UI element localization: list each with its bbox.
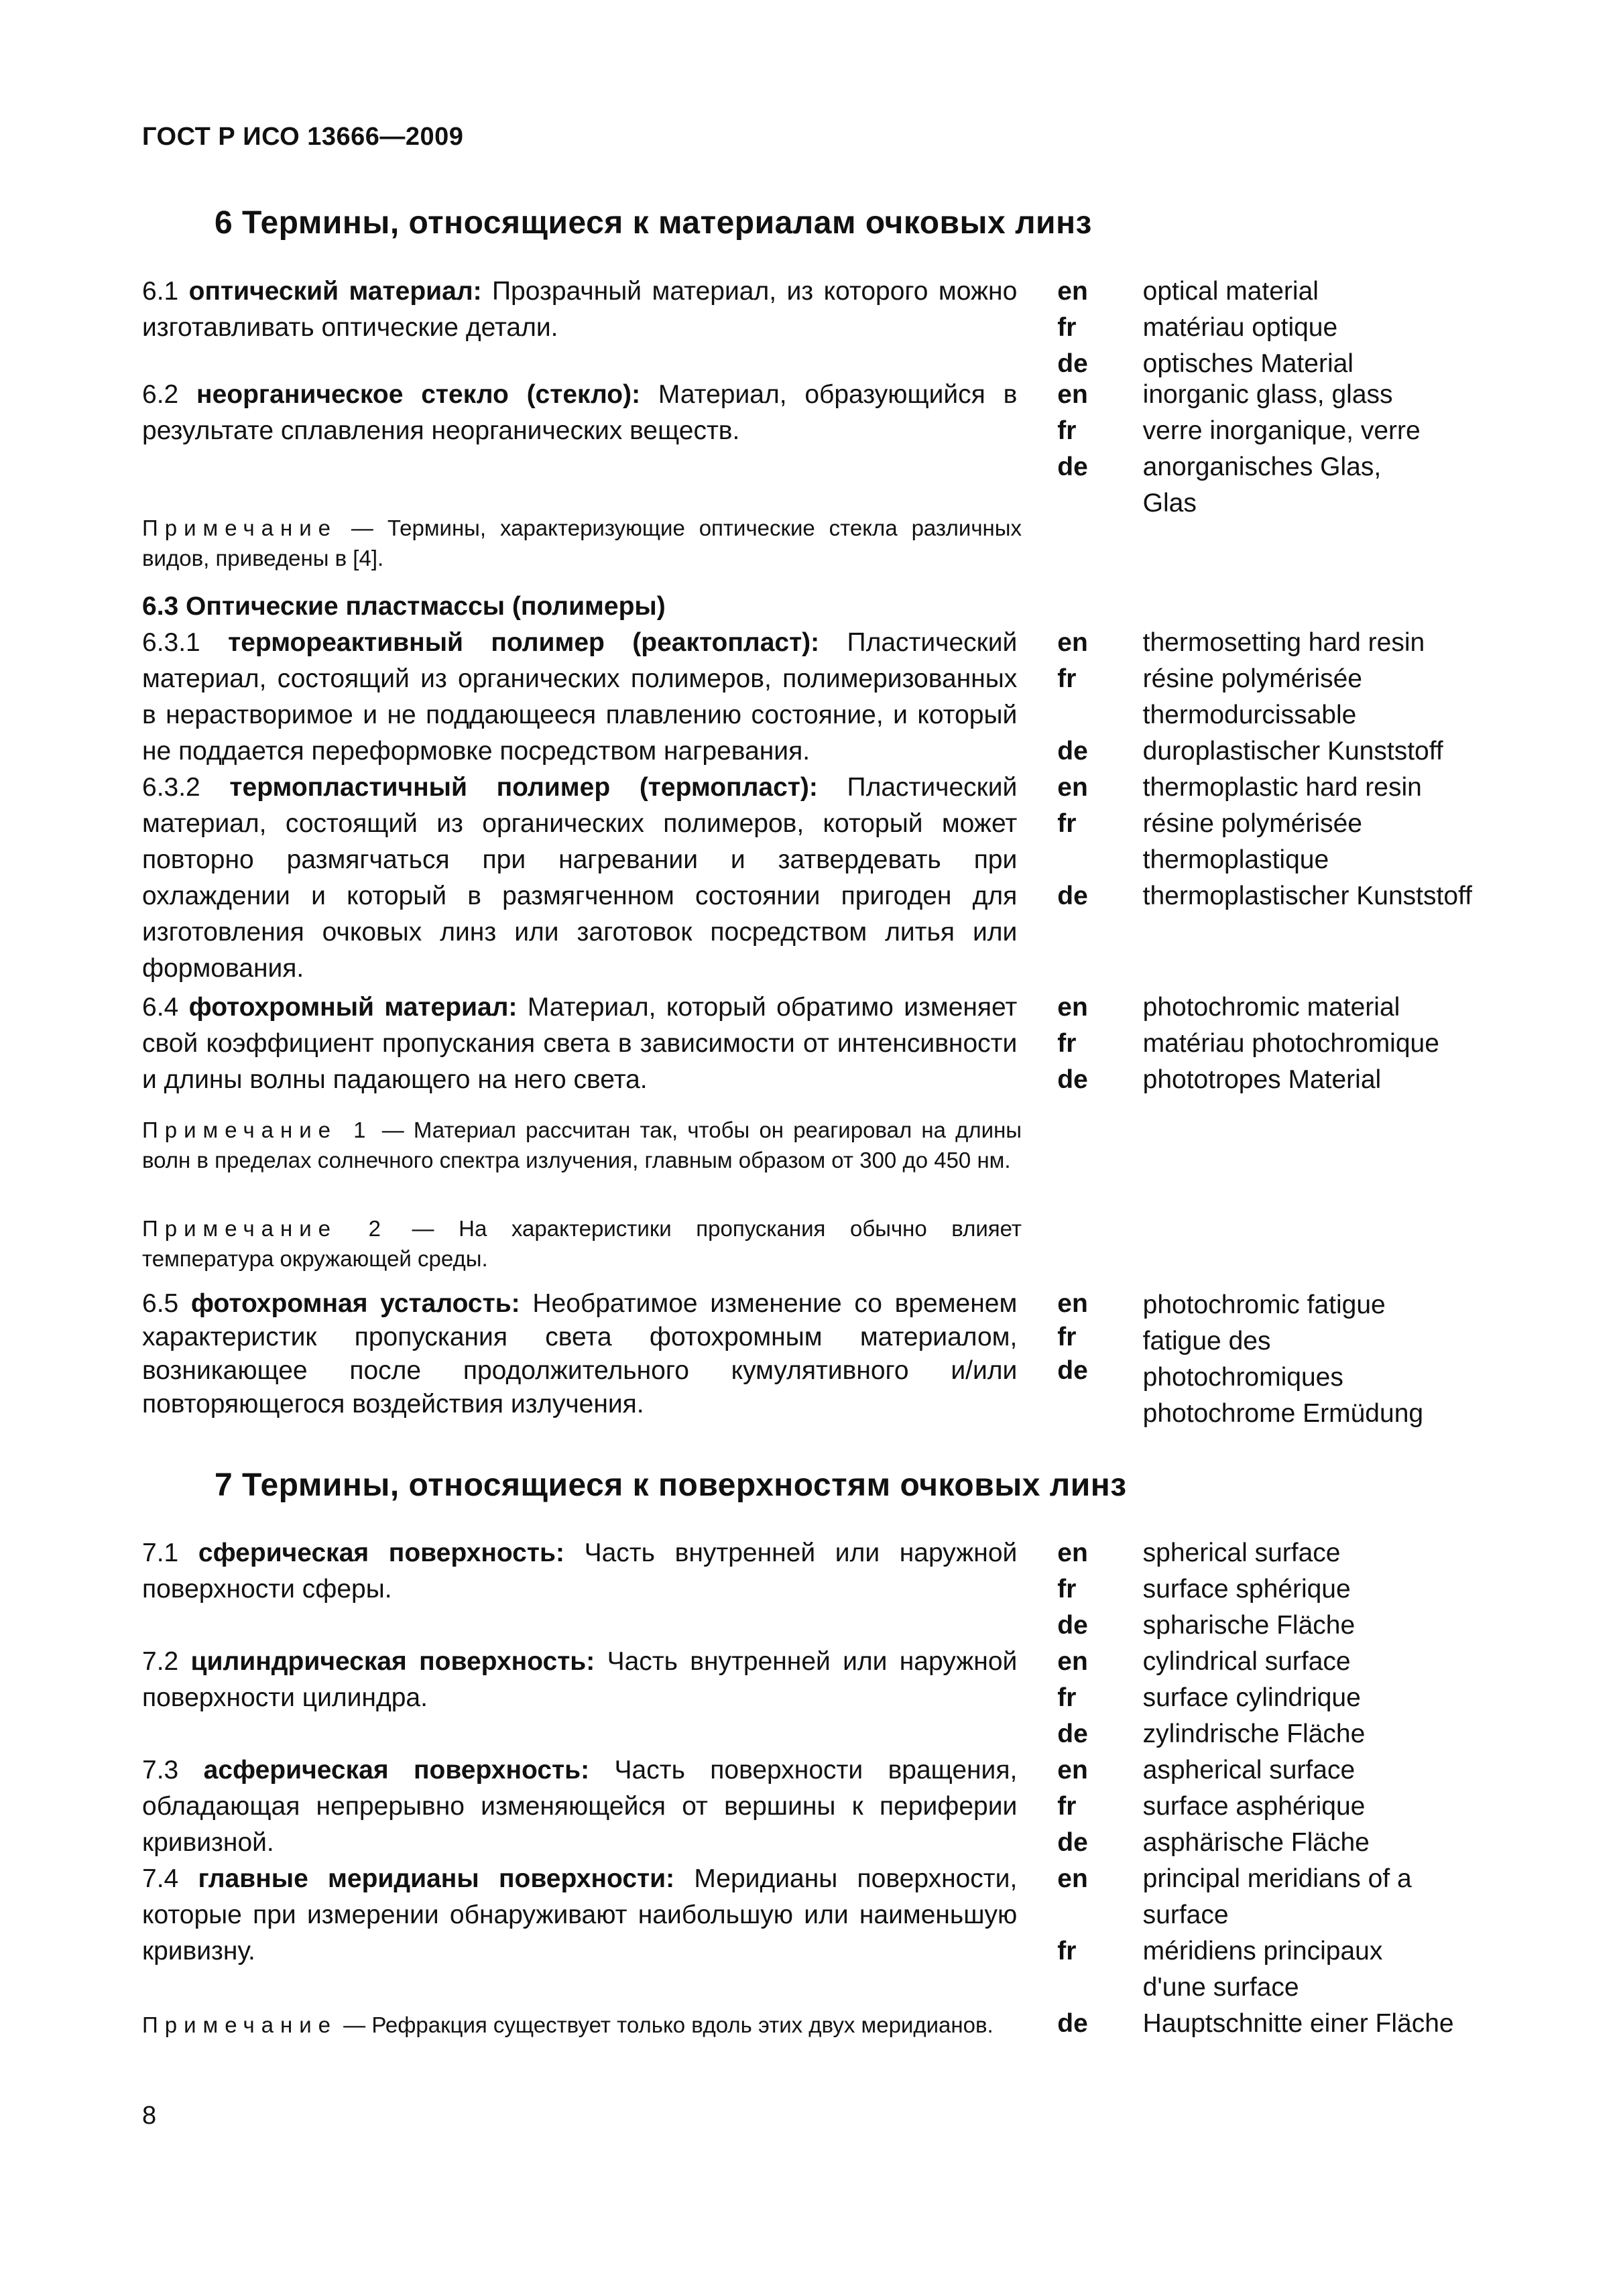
note-6-4-1: Примечание 1 — Материал рассчитан так, чтобы он реагировал на длины волн в пределах солнечного спектра излучения, главным образом от 300 до 450 нм. bbox=[142, 1117, 1022, 1172]
term-7-1-text: 7.1 сферическая поверхность: Часть внутренней или наружной поверхности сферы. bbox=[142, 1538, 1018, 1604]
term-7-2 bbox=[142, 1644, 1490, 1752]
term-6-3-2 bbox=[142, 770, 1490, 987]
translations: principal meridians of a surface méridiens principaux d'une surface Hauptschnitte einer Fläche bbox=[1142, 1864, 1454, 2038]
translations: cylindrical surface surface cylindrique zylindrische Fläche bbox=[1142, 1647, 1366, 1748]
translations: photochromic fatigue fatigue des photochromiques photochrome Ermüdung bbox=[1142, 1290, 1424, 1428]
term-6-1 bbox=[142, 274, 1490, 382]
page-number: 8 bbox=[142, 2102, 157, 2130]
term-7-3-name: асферическая поверхность: bbox=[203, 1756, 590, 1785]
note-7-4: Примечание — Рефракция существует только вдоль этих двух меридианов. bbox=[142, 2012, 994, 2037]
language-codes: en fr de bbox=[1057, 773, 1088, 910]
term-6-5 bbox=[142, 1287, 1490, 1432]
term-7-3-text: 7.3 асферическая поверхность: Часть поверхности вращения, обладающая непрерывно изменяющейся от вершины к периферии кривизной. bbox=[142, 1756, 1018, 1857]
language-codes: en fr de bbox=[1057, 993, 1088, 1094]
document-code: ГОСТ Р ИСО 13666—2009 bbox=[142, 123, 464, 151]
term-6-3-2-text: 6.3.2 термопластичный полимер (термопласт): Пластический материал, состоящий из органических полимеров, который может повторно размягчаться при нагревании и затвердевать при охлаждении и который в размягченном состоянии пригоден для изготовления очковых линз или заготовок посредством литья или формования. bbox=[142, 773, 1018, 983]
term-6-2-text: 6.2 неорганическое стекло (стекло): Материал, образующийся в результате сплавления неорганических веществ. bbox=[142, 380, 1018, 445]
term-6-1-name: оптический материал: bbox=[188, 277, 482, 306]
term-7-1 bbox=[142, 1535, 1490, 1644]
subsection-6-3-heading: 6.3 Оптические пластмассы (полимеры) bbox=[142, 592, 666, 621]
language-codes: en fr de bbox=[1057, 1289, 1088, 1385]
term-7-4-text: 7.4 главные меридианы поверхности: Меридианы поверхности, которые при измерении обнаруживают наибольшую или наименьшую кривизну. bbox=[142, 1864, 1018, 1966]
term-6-3-1-text: 6.3.1 термореактивный полимер (реактопласт): Пластический материал, состоящий из органических полимеров, полимеризованных в нерастворимое и не поддающееся плавлению состояние, и который не поддается переформовке посредством нагревания. bbox=[142, 628, 1018, 766]
term-6-2-name: неорганическое стекло (стекло): bbox=[196, 380, 641, 409]
section-6-heading: 6 Термины, относящиеся к материалам очковых линз bbox=[215, 205, 1092, 241]
term-6-4 bbox=[142, 989, 1490, 1098]
translations: photochromic material matériau photochromique phototropes Material bbox=[1142, 993, 1439, 1094]
translations: aspherical surface surface asphérique asphärische Fläche bbox=[1142, 1756, 1370, 1857]
note-6-2: Примечание — Термины, характеризующие оптические стекла различных видов, приведены в [4]. bbox=[142, 516, 1022, 570]
language-codes: en fr de bbox=[1057, 1538, 1088, 1640]
language-codes: en fr de bbox=[1057, 277, 1088, 378]
term-6-1-text: 6.1 оптический материал: Прозрачный материал, из которого можно изготавливать оптические детали. bbox=[142, 277, 1018, 342]
translations: spherical surface surface sphérique spharische Fläche bbox=[1142, 1538, 1356, 1640]
language-codes: en fr de bbox=[1057, 628, 1088, 766]
term-6-5-text: 6.5 фотохромная усталость: Необратимое изменение со временем характеристик пропускания света фотохромным материалом, возникающее после продолжительного кумулятивного и/или повторяющегося воздействия излучения. bbox=[142, 1289, 1018, 1418]
term-7-2-name: цилиндрическая поверхность: bbox=[190, 1647, 595, 1676]
translations: thermoplastic hard resin résine polymérisée thermoplastique thermoplastischer Kunststoff bbox=[1142, 773, 1473, 910]
translations: thermosetting hard resin résine polymérisée thermodurcissable duroplastischer Kunststoff bbox=[1142, 628, 1443, 766]
term-7-3 bbox=[142, 1752, 1490, 1861]
note-6-4-2: Примечание 2 — На характеристики пропускания обычно влияет температура окружающей среды. bbox=[142, 1216, 1022, 1271]
term-6-4-name: фотохромный материал: bbox=[188, 993, 518, 1022]
term-7-2-text: 7.2 цилиндрическая поверхность: Часть внутренней или наружной поверхности цилиндра. bbox=[142, 1647, 1018, 1712]
term-6-5-name: фотохромная усталость: bbox=[190, 1289, 520, 1318]
translations: inorganic glass, glass verre inorganique, verre anorganisches Glas, Glas bbox=[1142, 380, 1421, 518]
language-codes: en fr de bbox=[1057, 1647, 1088, 1748]
language-codes: en fr de bbox=[1057, 1864, 1088, 2038]
translations: optical material matériau optique optisches Material bbox=[1142, 277, 1354, 378]
term-6-2 bbox=[142, 377, 1490, 522]
language-codes: en fr de bbox=[1057, 1756, 1088, 1857]
term-6-3-2-name: термопластичный полимер (термопласт): bbox=[229, 773, 818, 802]
term-7-4-name: главные меридианы поверхности: bbox=[198, 1864, 675, 1893]
term-6-4-text: 6.4 фотохромный материал: Материал, который обратимо изменяет свой коэффициент пропускания света в зависимости от интенсивности и длины волны падающего на него света. bbox=[142, 993, 1018, 1094]
term-6-3-1 bbox=[142, 625, 1490, 770]
section-7-heading: 7 Термины, относящиеся к поверхностям очковых линз bbox=[215, 1467, 1127, 1503]
term-7-1-name: сферическая поверхность: bbox=[198, 1538, 564, 1567]
language-codes: en fr de bbox=[1057, 380, 1088, 481]
term-6-3-1-name: термореактивный полимер (реактопласт): bbox=[228, 628, 820, 657]
